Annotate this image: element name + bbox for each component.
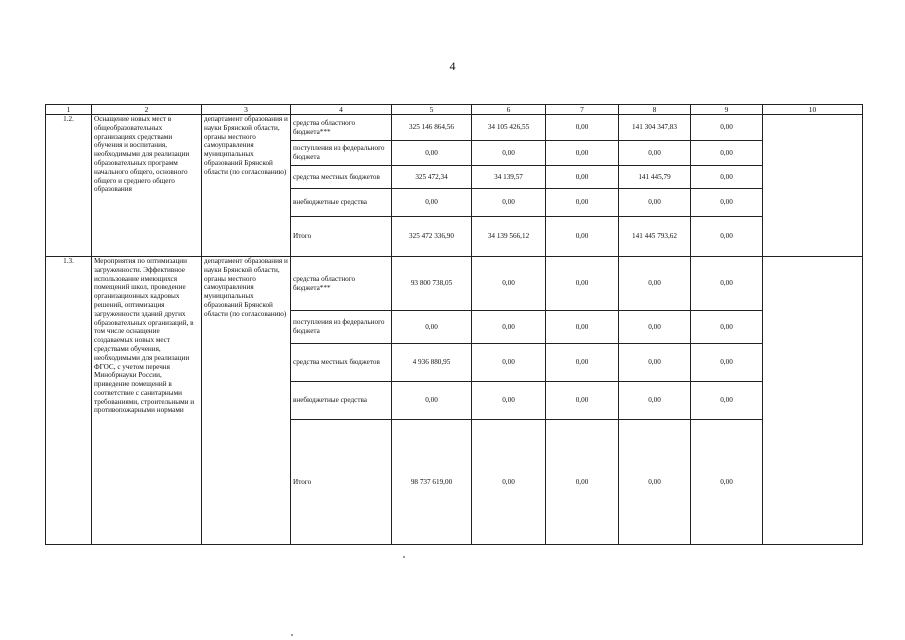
scan-speck [291,634,293,636]
funding-source: средства областного бюджета*** [291,115,392,141]
funding-source: поступления из федерального бюджета [291,141,392,166]
amount-cell: 0,00 [691,189,763,217]
amount-cell: 0,00 [619,189,691,217]
amount-cell: 0,00 [546,257,619,311]
funding-table [45,104,863,545]
amount-cell: 0,00 [691,311,763,344]
page-number: 4 [449,59,456,73]
table-row [46,257,863,311]
amount-cell: 0,00 [691,344,763,382]
amount-cell: 0,00 [472,189,546,217]
amount-cell: 0,00 [619,344,691,382]
funding-source: внебюджетные средства [291,189,392,217]
amount-cell: 0,00 [392,382,472,420]
amount-cell: 141 445,79 [619,166,691,189]
amount-cell: 325 472,34 [392,166,472,189]
funding-source-total: Итого [291,420,392,545]
empty-cell [763,257,863,545]
amount-cell: 0,00 [472,420,546,545]
amount-cell: 0,00 [691,141,763,166]
amount-cell: 0,00 [472,382,546,420]
amount-cell: 0,00 [392,141,472,166]
amount-cell: 0,00 [619,382,691,420]
header-cell: 3 [202,105,291,115]
funding-source: внебюджетные средства [291,382,392,420]
amount-cell: 0,00 [619,257,691,311]
amount-cell: 0,00 [619,420,691,545]
amount-cell: 0,00 [691,382,763,420]
amount-cell: 0,00 [392,189,472,217]
amount-cell: 0,00 [472,311,546,344]
item-executor: департамент образования и науки Брянской области, органы местного самоуправления муниципальных образований Брянской области (по согласованию) [202,257,291,545]
amount-cell: 0,00 [546,115,619,141]
amount-cell: 0,00 [691,217,763,257]
amount-cell: 0,00 [546,420,619,545]
amount-cell: 34 139,57 [472,166,546,189]
item-name: Оснащение новых мест в общеобразовательных организациях средствами обучения и воспитания, необходимыми для реализации образовательных программ начального общего, основного общего и среднего общего образования [92,115,202,257]
header-cell: 5 [392,105,472,115]
amount-cell: 0,00 [691,257,763,311]
amount-cell: 0,00 [546,217,619,257]
amount-cell: 0,00 [546,344,619,382]
table-row [46,115,863,141]
header-cell: 9 [691,105,763,115]
amount-cell: 0,00 [546,166,619,189]
amount-cell: 141 304 347,83 [619,115,691,141]
amount-cell: 325 472 336,90 [392,217,472,257]
amount-cell: 0,00 [392,311,472,344]
funding-source: средства местных бюджетов [291,344,392,382]
amount-cell: 0,00 [546,311,619,344]
amount-cell: 0,00 [472,344,546,382]
empty-cell [763,115,863,257]
header-cell: 6 [472,105,546,115]
amount-cell: 34 105 426,55 [472,115,546,141]
header-cell: 4 [291,105,392,115]
amount-cell: 0,00 [546,141,619,166]
item-executor: департамент образования и науки Брянской области, органы местного самоуправления муниципальных образований Брянской области (по согласованию) [202,115,291,257]
amount-cell: 34 139 566,12 [472,217,546,257]
amount-cell: 93 800 738,05 [392,257,472,311]
funding-source: средства областного бюджета*** [291,257,392,311]
header-cell: 1 [46,105,92,115]
amount-cell: 325 146 864,56 [392,115,472,141]
funding-source: средства местных бюджетов [291,166,392,189]
amount-cell: 0,00 [691,420,763,545]
amount-cell: 0,00 [691,115,763,141]
amount-cell: 98 737 619,00 [392,420,472,545]
item-name: Мероприятия по оптимизации загруженности. Эффективное использование имеющихся помещений школ, проведение организационных кадровых решений, оптимизация загруженности зданий других образовательных организаций, в том числе оснащение создаваемых новых мест средствами обучения, необходимыми для реализации ФГОС, с учетом перечня Минобрнауки России, приведение помещений в соответствие с санитарными требованиями, строительными и противопожарными нормами [92,257,202,545]
item-number: 1.3. [46,257,92,545]
item-number: 1.2. [46,115,92,257]
amount-cell: 141 445 793,62 [619,217,691,257]
header-cell: 2 [92,105,202,115]
amount-cell: 0,00 [472,257,546,311]
scan-speck [403,556,405,558]
amount-cell: 0,00 [691,166,763,189]
funding-source: поступления из федерального бюджета [291,311,392,344]
amount-cell: 4 936 880,95 [392,344,472,382]
header-cell: 8 [619,105,691,115]
amount-cell: 0,00 [619,311,691,344]
amount-cell: 0,00 [546,382,619,420]
funding-source-total: Итого [291,217,392,257]
amount-cell: 0,00 [472,141,546,166]
header-row [46,105,863,115]
header-cell: 7 [546,105,619,115]
amount-cell: 0,00 [546,189,619,217]
header-cell: 10 [763,105,863,115]
amount-cell: 0,00 [619,141,691,166]
